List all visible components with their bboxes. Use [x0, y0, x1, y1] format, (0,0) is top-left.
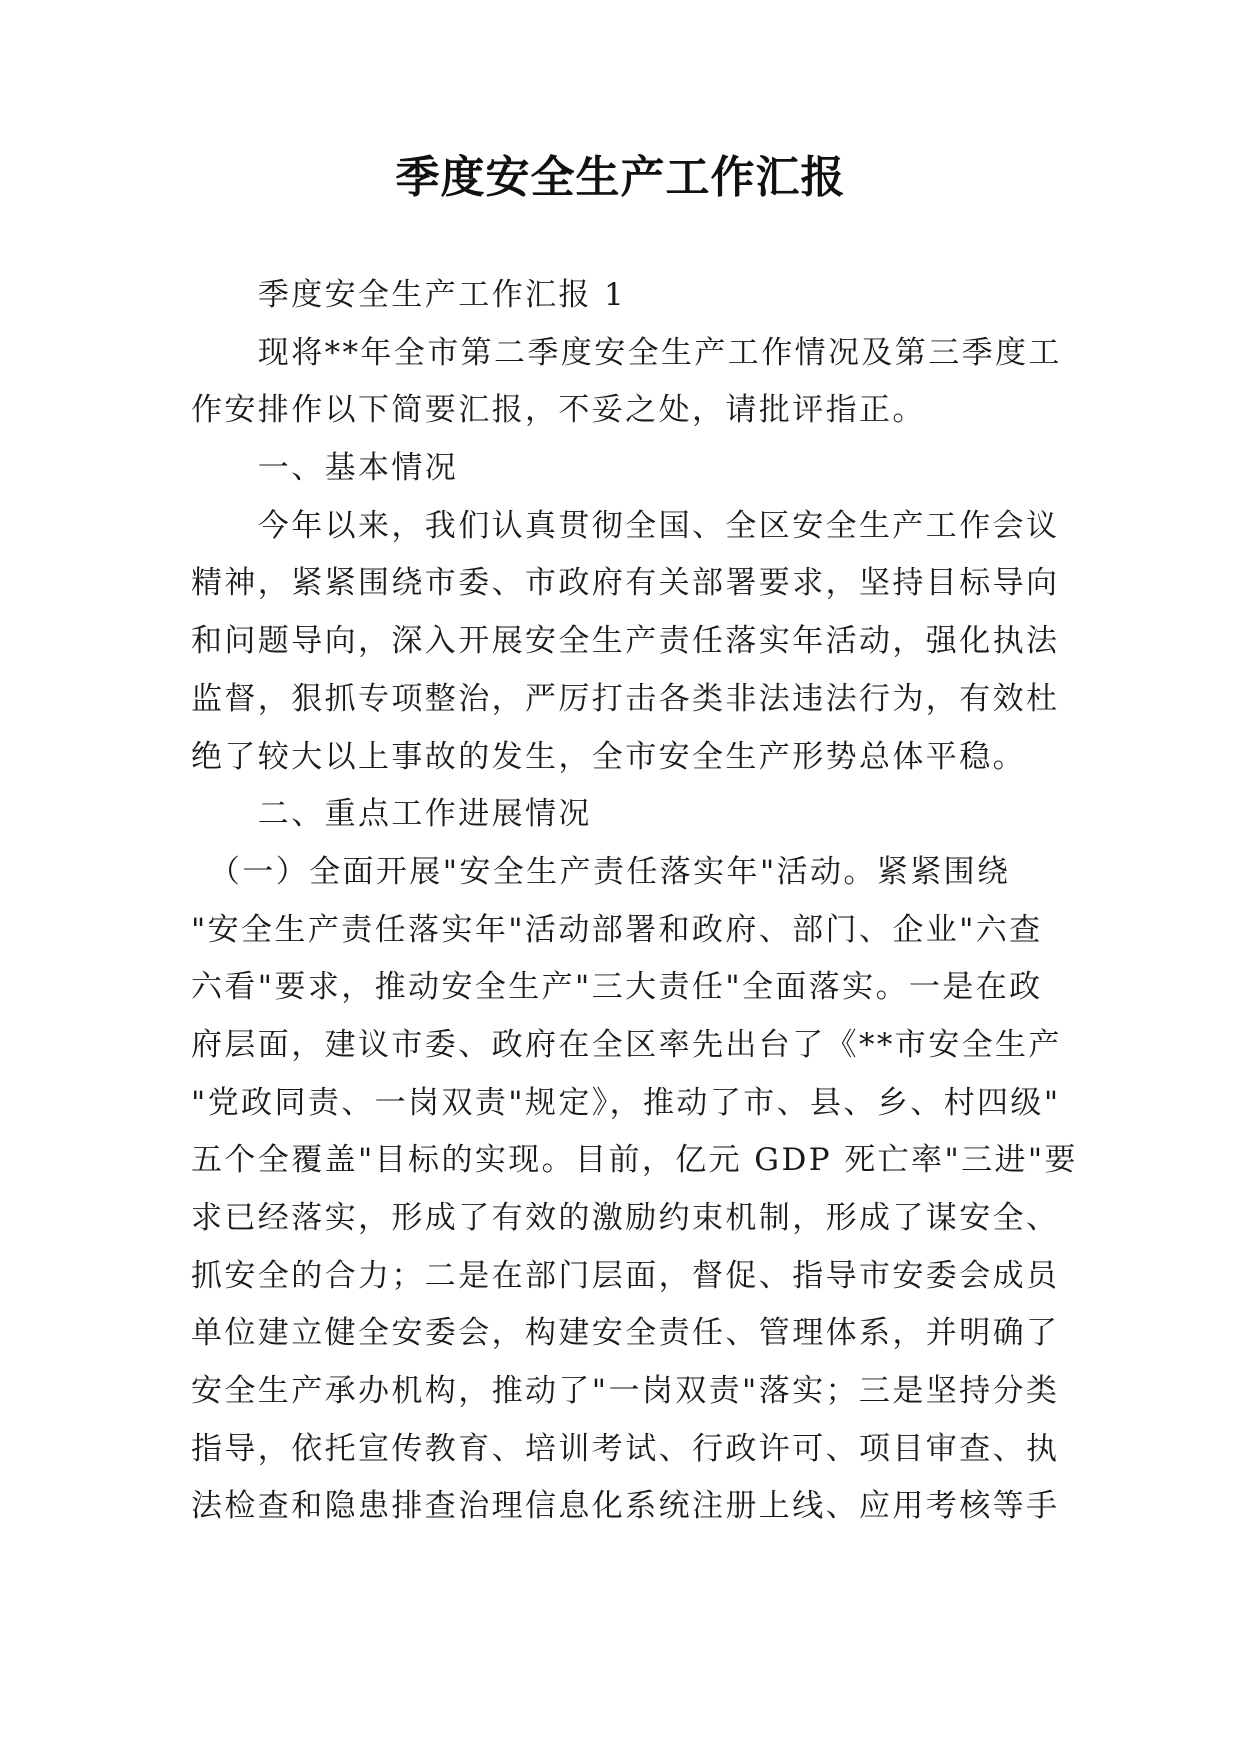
paragraph-line: 安全生产承办机构，推动了"一岗双责"落实；三是坚持分类 [191, 1373, 1060, 1410]
paragraph-line: 作安排作以下简要汇报，不妥之处，请批评指正。 [191, 392, 926, 429]
paragraph-line: "党政同责、一岗双责"规定》，推动了市、县、乡、村四级" [191, 1084, 1061, 1121]
paragraph-line: 求已经落实，形成了有效的激励约束机制，形成了谋安全、 [191, 1200, 1060, 1236]
paragraph-line: "安全生产责任落实年"活动部署和政府、部门、企业"六查 [191, 911, 1043, 948]
paragraph-line: 单位建立健全安委会，构建安全责任、管理体系，并明确了 [191, 1315, 1060, 1352]
section-heading-basic-situation: 一、基本情况 [191, 450, 459, 487]
paragraph-line: 抓安全的合力；二是在部门层面，督促、指导市安委会成员 [191, 1257, 1060, 1294]
section-heading-key-work: 二、重点工作进展情况 [191, 796, 592, 833]
paragraph-line: 和问题导向，深入开展安全生产责任落实年活动，强化执法 [191, 623, 1060, 660]
paragraph-line: 五个全覆盖"目标的实现。目前，亿元 GDP 死亡率"三进"要 [191, 1142, 1078, 1179]
paragraph-line: 现将**年全市第二季度安全生产工作情况及第三季度工 [191, 334, 1062, 371]
paragraph-line: 府层面，建议市委、政府在全区率先出台了《**市安全生产 [191, 1026, 1062, 1063]
paragraph-line: 六看"要求，推动安全生产"三大责任"全面落实。一是在政 [191, 969, 1043, 1006]
document-title: 季度安全生产工作汇报 [395, 152, 846, 203]
paragraph-line: 法检查和隐患排查治理信息化系统注册上线、应用考核等手 [191, 1488, 1060, 1525]
paragraph-line: 今年以来，我们认真贯彻全国、全区安全生产工作会议 [191, 507, 1060, 544]
paragraph-line: 监督，狠抓专项整治，严厉打击各类非法违法行为，有效杜 [191, 680, 1060, 717]
paragraph-line: 指导，依托宣传教育、培训考试、行政许可、项目审查、执 [191, 1430, 1060, 1467]
paragraph-line: （一）全面开展"安全生产责任落实年"活动。紧紧围绕 [191, 853, 1011, 890]
heading-report-1: 季度安全生产工作汇报 1 [191, 277, 627, 313]
paragraph-line: 精神，紧紧围绕市委、市政府有关部署要求，坚持目标导向 [191, 565, 1060, 602]
paragraph-line: 绝了较大以上事故的发生，全市安全生产形势总体平稳。 [191, 738, 1026, 775]
document-body [191, 267, 1078, 1536]
